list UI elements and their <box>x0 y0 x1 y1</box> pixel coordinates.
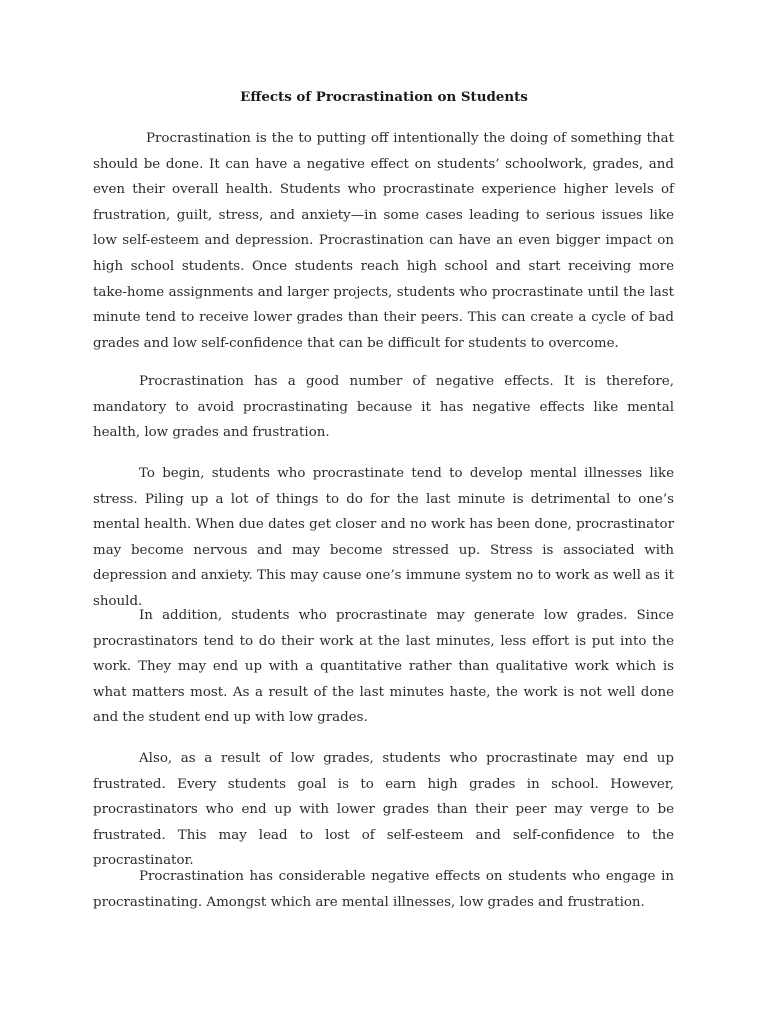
paragraph-thesis: Procrastination has a good number of negative effects. It is therefore, mandatory to avoid procrastinating because it has negative effects like mental health, low grades and frustration. <box>93 374 674 441</box>
document-title: Effects of Procrastination on Students <box>240 89 528 105</box>
paragraph-mental-health: To begin, students who procrastinate tend to develop mental illnesses like stress. Piling up a lot of things to do for the last minute is detrimental to one’s mental health. When due dates get closer and no work has been done, procrastinator may become nervous and may become stressed up. Stress is associated with depression and anxiety. This may cause one’s immune system no to work as well as it should. <box>93 466 674 609</box>
paragraph-low-grades: In addition, students who procrastinate may generate low grades. Since procrastinators tend to do their work at the last minutes, less effort is put into the work. They may end up with a quantitative rather than qualitative work which is what matters most. As a result of the last minutes haste, the work is not well done and the student end up with low grades. <box>93 608 674 726</box>
paragraph-frustration: Also, as a result of low grades, students who procrastinate may end up frustrated. Every students goal is to earn high grades in school. However, procrastinators who end up with lower grades than their peer may verge to be frustrated. This may lead to lost of self-esteem and self-confidence to the procrastinator. <box>93 751 674 869</box>
paragraph-conclusion: Procrastination has considerable negative effects on students who engage in procrastinating. Amongst which are mental illnesses, low grades and frustration. <box>93 869 674 910</box>
paragraph-introduction: Procrastination is the to putting off intentionally the doing of something that should be done. It can have a negative effect on students’ schoolwork, grades, and even their overall health. Students who procrastinate experience higher levels of frustration, guilt, stress, and anxiety—in some cases leading to serious issues like low self-esteem and depression. Procrastination can have an even bigger impact on high school students. Once students reach high school and start receiving more take-home assignments and larger projects, students who procrastinate until the last minute tend to receive lower grades than their peers. This can create a cycle of bad grades and low self-confidence that can be difficult for students to overcome. <box>93 131 674 351</box>
